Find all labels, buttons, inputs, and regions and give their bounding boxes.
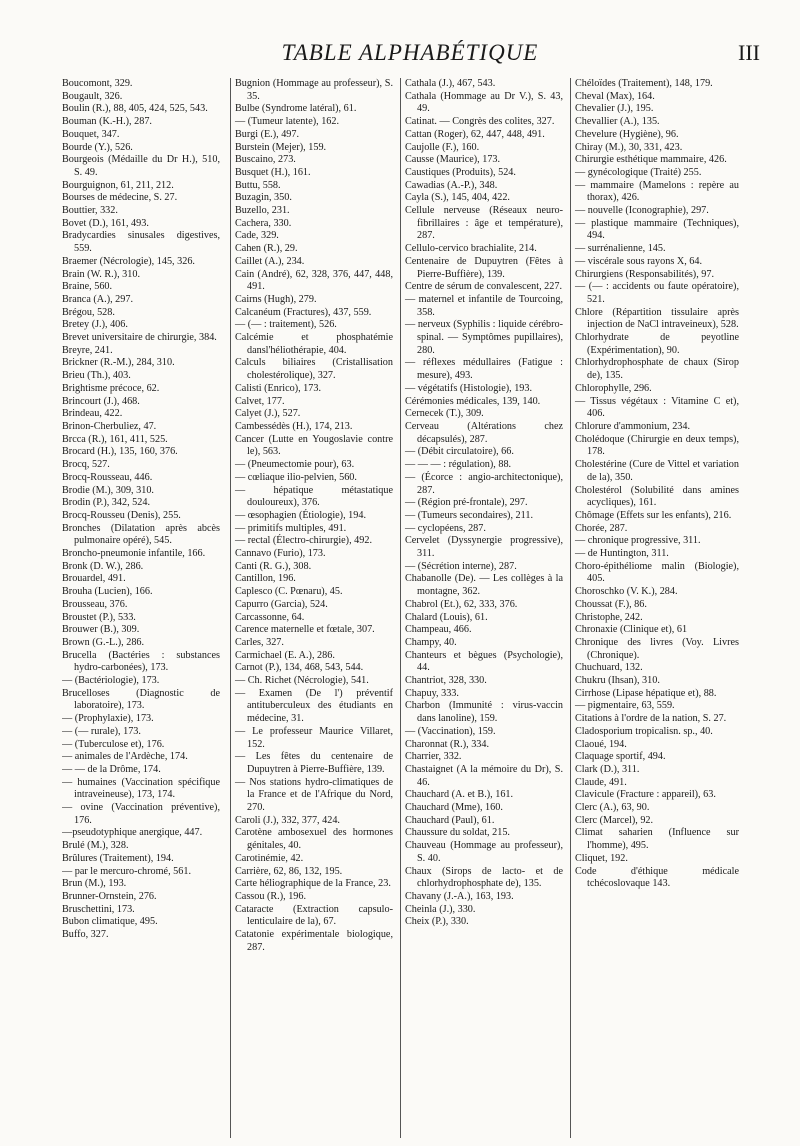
page-title: TABLE ALPHABÉTIQUE — [281, 40, 539, 65]
index-entry: — par le mercuro-chromé, 561. — [62, 865, 191, 877]
index-entry: — hépatique métastatique douloureux), 376. — [235, 484, 393, 509]
index-entry: Bouquet, 347. — [62, 128, 120, 140]
index-entry: Cirrhose (Lipase hépatique et), 88. — [575, 687, 717, 699]
page-header — [60, 40, 760, 70]
index-entry: Brodie (M.), 309, 310. — [62, 484, 154, 496]
index-entry: Cawadias (A.-P.), 348. — [405, 179, 498, 191]
index-entry: — (Débit circulatoire), 66. — [405, 446, 514, 458]
index-entry: Calvet, 177. — [235, 395, 285, 407]
index-entry: Chanteurs et bègues (Psychologie), 44. — [405, 649, 563, 674]
index-entry: Christophe, 242. — [575, 611, 643, 623]
index-entry: Calyet (J.), 527. — [235, 408, 301, 420]
index-entry: Brouha (Lucien), 166. — [62, 586, 153, 598]
index-entry: Chevalier (J.), 195. — [575, 103, 654, 115]
index-entry: Caroli (J.), 332, 377, 424. — [235, 814, 340, 826]
index-entry: Champeau, 466. — [405, 624, 472, 636]
index-entry: — pigmentaire, 63, 559. — [575, 700, 675, 712]
index-entry: Cervelet (Dyssynergie progressive), 311. — [405, 535, 563, 560]
index-column-2 — [230, 78, 393, 1138]
index-entry: Champy, 40. — [405, 636, 457, 648]
index-entry: Clark (D.), 311. — [575, 763, 640, 775]
index-entry: Chômage (Effets sur les enfants), 216. — [575, 509, 732, 521]
index-entry: Bourguignon, 61, 211, 212. — [62, 179, 174, 191]
index-entry: Brocard (H.), 135, 160, 376. — [62, 446, 178, 458]
index-entry: Braemer (Nécrologie), 145, 326. — [62, 255, 195, 267]
index-entry: Braine, 560. — [62, 281, 113, 293]
index-entry: Chukru (Ihsan), 310. — [575, 675, 660, 687]
index-entry: Chronique des livres (Voy. Livres (Chronique). — [575, 636, 739, 661]
index-entry: Brouwer (B.), 309. — [62, 624, 140, 636]
index-entry: — de Huntington, 311. — [575, 548, 669, 560]
index-entry: Cerveau (Altérations chez décapsulés), 287. — [405, 420, 563, 445]
index-entry: Chirurgiens (Responsabilités), 97. — [575, 268, 715, 280]
index-entry: Bouman (K.-H.), 287. — [62, 116, 152, 128]
index-entry: Brodin (P.), 342, 524. — [62, 497, 151, 509]
index-entry: — (Région pré-frontale), 297. — [405, 497, 528, 509]
index-entry: Caplesco (C. Pœnaru), 45. — [235, 586, 343, 598]
index-entry: Burstein (Mejer), 159. — [235, 141, 327, 153]
index-entry: Cade, 329. — [235, 230, 279, 242]
index-entry: Bourgeois (Médaille du Dr H.), 510, S. 49. — [62, 154, 220, 178]
index-entry: Clerc (Marcel), 92. — [575, 814, 654, 826]
index-entry: — nerveux (Syphilis : liquide cérébro-spinal. — Symptômes pupillaires), 280. — [405, 319, 563, 356]
index-entry: — ovine (Vaccination préventive), 176. — [62, 802, 220, 826]
page-number: III — [738, 40, 760, 65]
index-entry: Bronk (D. W.), 286. — [62, 560, 144, 572]
index-entry: Brcca (R.), 161, 411, 525. — [62, 433, 168, 445]
index-entry: Causse (Maurice), 173. — [405, 154, 501, 166]
index-entry: Cholestérol (Solubilité dans amines acycliques), 161. — [575, 484, 739, 509]
index-entry: Bourses de médecine, S. 27. — [62, 192, 178, 204]
index-entry: Chuchuard, 132. — [575, 662, 643, 674]
index-entry: Clerc (A.), 63, 90. — [575, 802, 650, 814]
index-entry: Chabrol (Et.), 62, 333, 376. — [405, 598, 518, 610]
index-column-1 — [62, 78, 220, 1138]
index-entry: — humaines (Vaccination spécifique intraveineuse), 173, 174. — [62, 776, 220, 801]
index-entry: Cahen (R.), 29. — [235, 243, 298, 255]
index-entry: — réflexes médullaires (Fatigue : mesure), 493. — [405, 357, 563, 382]
index-entry: Claquage sportif, 494. — [575, 751, 666, 763]
index-entry: Climat saharien (Influence sur l'homme), 495. — [575, 827, 739, 852]
index-entry: Cathala (Hommage au Dr V.), S. 43, 49. — [405, 90, 563, 115]
index-entry: Brightisme précoce, 62. — [62, 382, 160, 394]
index-entry: Brucelloses (Diagnostic de laboratoire), 173. — [62, 687, 220, 712]
index-entry: Carotène ambosexuel des hormones génitales, 40. — [235, 827, 393, 852]
index-entry: Chevallier (A.), 135. — [575, 116, 660, 128]
index-entry: Bougault, 326. — [62, 90, 123, 102]
index-entry: Chauchard (Mme), 160. — [405, 802, 503, 814]
index-entry: Carence maternelle et fœtale, 307. — [235, 624, 375, 636]
index-entry: — rectal (Électro-chirurgie), 492. — [235, 535, 372, 547]
index-entry: Claoué, 194. — [575, 738, 627, 750]
index-columns — [62, 78, 740, 1138]
index-entry: Catatonie expérimentale biologique, 287. — [235, 929, 393, 953]
index-entry: Bruschettini, 173. — [62, 903, 135, 915]
index-entry: Bulbe (Syndrome latéral), 61. — [235, 103, 357, 115]
index-entry: Brousseau, 376. — [62, 598, 128, 610]
index-entry: Chabanolle (De). — Les collèges à la montagne, 362. — [405, 573, 563, 598]
index-entry: — (Bactériologie), 173. — [62, 675, 160, 687]
index-entry: — (Sécrétion interne), 287. — [405, 560, 517, 572]
index-entry: — Tissus végétaux : Vitamine C et), 406. — [575, 395, 739, 420]
index-entry: Cathala (J.), 467, 543. — [405, 78, 496, 89]
index-entry: Chlorure d'ammonium, 234. — [575, 420, 691, 432]
index-entry: Busquet (H.), 161. — [235, 166, 311, 178]
index-entry: — cyclopéens, 287. — [405, 522, 486, 534]
index-entry: Cain (André), 62, 328, 376, 447, 448, 491. — [235, 268, 393, 293]
index-entry: Chronaxie (Clinique et), 61 — [575, 624, 688, 636]
index-entry: — Le professeur Maurice Villaret, 152. — [235, 725, 393, 750]
index-entry: Chauchard (A. et B.), 161. — [405, 789, 514, 801]
index-entry: — végétatifs (Histologie), 193. — [405, 382, 533, 394]
index-entry: Chlorhydrophosphate de chaux (Sirop de), 135. — [575, 357, 739, 382]
index-entry: — gynécologique (Traité) 255. — [575, 166, 702, 178]
index-entry: Chaux (Sirops de lacto- et de chlorhydrophosphate de), 135. — [405, 865, 563, 890]
index-entry: Breyre, 241. — [62, 344, 113, 356]
index-entry: Cachera, 330. — [235, 217, 292, 229]
index-entry: — cœliaque ilio-pelvien, 560. — [235, 471, 357, 483]
index-entry: Cladosporium tropicalisn. sp., 40. — [575, 725, 713, 737]
index-entry: Cernecek (T.), 309. — [405, 408, 484, 420]
index-entry: Chlorophylle, 296. — [575, 382, 652, 394]
index-entry: Chlore (Répartition tissulaire après injection de NaCl intraveineux), 528. — [575, 306, 739, 331]
index-entry: Chalard (Louis), 61. — [405, 611, 488, 623]
index-entry: Cheval (Max), 164. — [575, 90, 655, 102]
index-entry: — (Tuberculose et), 176. — [62, 738, 165, 750]
index-entry: Carte héliographique de la France, 23. — [235, 878, 391, 890]
index-entry: Buttu, 558. — [235, 179, 281, 191]
index-entry: Broustet (P.), 533. — [62, 611, 136, 623]
index-entry: — (— rurale), 173. — [62, 725, 141, 737]
index-entry: Chavany (J.-A.), 163, 193. — [405, 891, 514, 902]
index-entry: Claude, 491. — [575, 776, 627, 788]
index-column-3 — [400, 78, 563, 1138]
index-entry: Cayla (S.), 145, 404, 422. — [405, 192, 510, 204]
index-entry: Charonnat (R.), 334. — [405, 738, 490, 750]
index-entry: Boulin (R.), 88, 405, 424, 525, 543. — [62, 103, 208, 115]
index-entry: Buffo, 327. — [62, 929, 109, 941]
index-entry: — Nos stations hydro-climatiques de la France et de l'Afrique du Nord, 270. — [235, 776, 393, 814]
index-entry: — (Vaccination), 159. — [405, 725, 496, 737]
index-entry: Cairns (Hugh), 279. — [235, 293, 317, 305]
index-entry: — maternel et infantile de Tourcoing, 358. — [405, 293, 563, 318]
index-entry: Brieu (Th.), 403. — [62, 370, 131, 382]
index-entry: Chauchard (Paul), 61. — [405, 814, 495, 826]
index-entry: — viscérale sous rayons X, 64. — [575, 255, 703, 267]
index-entry: Catinat. — Congrès des colites, 327. — [405, 116, 555, 128]
index-entry: Chlorhydrate de peyotline (Expérimentation), 90. — [575, 332, 739, 356]
index-entry: — — — : régulation), 88. — [405, 459, 512, 471]
index-entry: Canti (R. G.), 308. — [235, 560, 312, 572]
index-entry: Choro-épithéliome malin (Biologie), 405. — [575, 560, 739, 585]
index-entry: Calculs biliaires (Cristallisation cholestérolique), 327. — [235, 357, 393, 382]
index-entry: Bronches (Dilatation après abcès pulmonaire opéré), 545. — [62, 522, 220, 547]
index-entry: — Les fêtes du centenaire de Dupuytren à Pierre-Buffière, 139. — [235, 751, 393, 775]
index-entry: Clavicule (Fracture : appareil), 63. — [575, 789, 716, 801]
index-entry: Buzello, 231. — [235, 205, 290, 217]
index-entry: — (Tumeurs secondaires), 211. — [405, 509, 533, 521]
index-entry: — primitifs multiples, 491. — [235, 522, 347, 534]
index-entry: Boucomont, 329. — [62, 78, 133, 89]
index-entry: Brulé (M.), 328. — [62, 840, 129, 852]
index-entry: Brevet universitaire de chirurgie, 384. — [62, 332, 217, 344]
index-entry: — chronique progressive, 311. — [575, 535, 701, 547]
index-entry: — (— : accidents ou faute opératoire), 521. — [575, 281, 739, 305]
index-entry: Carcassonne, 64. — [235, 611, 305, 623]
index-entry: Calcanéum (Fractures), 437, 559. — [235, 306, 372, 318]
index-entry: Charrier, 332. — [405, 751, 462, 763]
index-entry: — — de la Drôme, 174. — [62, 763, 161, 775]
index-entry: Carnot (P.), 134, 468, 543, 544. — [235, 662, 364, 674]
index-entry: Cholédoque (Chirurgie en deux temps), 178. — [575, 433, 739, 458]
index-entry: Choussat (F.), 86. — [575, 598, 647, 610]
index-entry: — (Prophylaxie), 173. — [62, 713, 154, 725]
index-entry: Capurro (Garcia), 524. — [235, 598, 328, 610]
index-entry: Chorée, 287. — [575, 522, 628, 534]
index-entry: Cantillon, 196. — [235, 573, 296, 585]
index-entry: — Examen (De l') préventif antituberculeux des étudiants en médecine, 31. — [235, 687, 393, 725]
index-entry: Brûlures (Traitement), 194. — [62, 852, 174, 864]
index-entry: Cheix (P.), 330. — [405, 916, 469, 928]
index-entry: Calisti (Enrico), 173. — [235, 382, 322, 394]
index-entry: Broncho-pneumonie infantile, 166. — [62, 548, 206, 560]
index-entry: Brégou, 528. — [62, 306, 115, 318]
index-entry: Chauveau (Hommage au professeur), S. 40. — [405, 840, 563, 864]
index-entry: Brocq, 527. — [62, 459, 110, 471]
index-entry: Centre de sérum de convalescent, 227. — [405, 281, 563, 293]
index-entry: Carles, 327. — [235, 636, 284, 648]
index-entry: Brain (W. R.), 310. — [62, 268, 141, 280]
index-entry: — mammaire (Mamelons : repère au thorax), 426. — [575, 179, 739, 204]
index-entry: Calcémie et phosphatémie dansl'héliothérapie, 404. — [235, 332, 393, 356]
index-entry: Cellulo-cervico brachialite, 214. — [405, 243, 537, 255]
index-entry: Brinon-Cherbuliez, 47. — [62, 420, 157, 432]
index-entry: Chapuy, 333. — [405, 687, 459, 699]
index-entry: — œsophagien (Étiologie), 194. — [235, 509, 366, 521]
index-entry: Chastaignet (A la mémoire du Dr), S. 46. — [405, 763, 563, 788]
index-entry: — animales de l'Ardèche, 174. — [62, 751, 188, 763]
index-entry: Bradycardies sinusales digestives, 559. — [62, 230, 220, 255]
index-entry: — nouvelle (Iconographie), 297. — [575, 205, 709, 217]
index-entry: Cholestérine (Cure de Vittel et variation de la), 350. — [575, 459, 739, 483]
index-entry: Buscaino, 273. — [235, 154, 296, 166]
index-entry: Bouttier, 332. — [62, 205, 118, 217]
index-entry: Centenaire de Dupuytren (Fêtes à Pierre-Buffière), 139. — [405, 255, 563, 280]
index-entry: — (— : traitement), 526. — [235, 319, 337, 331]
index-entry: Chéloïdes (Traitement), 148, 179. — [575, 78, 713, 89]
index-entry: Chevelure (Hygiène), 96. — [575, 128, 679, 140]
index-entry: Bubon climatique, 495. — [62, 916, 158, 928]
index-entry: Branca (A.), 297. — [62, 293, 134, 305]
index-entry: Cattan (Roger), 62, 447, 448, 491. — [405, 128, 545, 140]
index-entry: Bourde (Y.), 526. — [62, 141, 133, 153]
index-entry: Caustiques (Produits), 524. — [405, 166, 516, 178]
index-entry: Brindeau, 422. — [62, 408, 123, 420]
index-entry: Brocq-Rousseu (Denis), 255. — [62, 509, 181, 521]
index-entry: — (Pneumectomie pour), 63. — [235, 459, 355, 471]
index-entry: Brincourt (J.), 468. — [62, 395, 140, 407]
index-entry: Brunner-Ornstein, 276. — [62, 891, 157, 902]
index-entry: Cheinla (J.), 330. — [405, 903, 476, 915]
index-entry: Cellule nerveuse (Réseaux neuro-fibrillaires : âge et température), 287. — [405, 205, 563, 242]
index-entry: Cérémonies médicales, 139, 140. — [405, 395, 541, 407]
index-entry: Caillet (A.), 234. — [235, 255, 305, 267]
index-entry: Brickner (R.-M.), 284, 310. — [62, 357, 175, 369]
index-entry: Carrière, 62, 86, 132, 195. — [235, 865, 343, 877]
index-entry: Brucella (Bactéries : substances hydro-carbonées), 173. — [62, 649, 220, 674]
index-entry: Bugnion (Hommage au professeur), S. 35. — [235, 78, 393, 102]
index-entry: Cassou (R.), 196. — [235, 891, 307, 902]
index-entry: Carotinémie, 42. — [235, 852, 304, 864]
index-entry: Cataracte (Extraction capsulo-lenticulaire de la), 67. — [235, 903, 393, 928]
index-entry: — (Écorce : angio-architectonique), 287. — [405, 471, 563, 496]
index-entry: — Ch. Richet (Nécrologie), 541. — [235, 675, 369, 687]
index-entry: — (Tumeur latente), 162. — [235, 116, 340, 128]
index-entry: Chirurgie esthétique mammaire, 426. — [575, 154, 727, 166]
index-entry: Chaussure du soldat, 215. — [405, 827, 510, 839]
index-entry: Brun (M.), 193. — [62, 878, 127, 890]
index-entry: Brocq-Rousseau, 446. — [62, 471, 153, 483]
index-entry: Brown (G.-L.), 286. — [62, 636, 145, 648]
index-entry: Burgi (E.), 497. — [235, 128, 300, 140]
index-entry: Brouardel, 491. — [62, 573, 126, 585]
index-entry: Cancer (Lutte en Yougoslavie contre le), 563. — [235, 433, 393, 458]
index-entry: Chantriot, 328, 330. — [405, 675, 487, 687]
index-entry: Chiray (M.), 30, 331, 423. — [575, 141, 683, 153]
index-entry: Buzagin, 350. — [235, 192, 292, 204]
index-entry: —pseudotyphique anergique, 447. — [62, 827, 203, 839]
index-entry: Bovet (D.), 161, 493. — [62, 217, 149, 229]
index-entry: Carmichael (E. A.), 286. — [235, 649, 335, 661]
index-entry: Caujolle (F.), 160. — [405, 141, 480, 153]
index-entry: Charbon (Immunité : virus-vaccin dans lanoline), 159. — [405, 700, 563, 725]
index-entry: Cambessédès (H.), 174, 213. — [235, 420, 353, 432]
index-entry: — plastique mammaire (Techniques), 494. — [575, 217, 739, 242]
index-entry: Cliquet, 192. — [575, 852, 628, 864]
index-entry: Code d'éthique médicale tchécoslovaque 143. — [575, 865, 739, 890]
index-entry: Cannavo (Furio), 173. — [235, 548, 326, 560]
index-entry: — surrénalienne, 145. — [575, 243, 666, 255]
index-entry: Bretey (J.), 406. — [62, 319, 128, 331]
index-column-4 — [570, 78, 739, 1138]
index-entry: Citations à l'ordre de la nation, S. 27. — [575, 713, 727, 725]
index-entry: Choroschko (V. K.), 284. — [575, 586, 678, 598]
